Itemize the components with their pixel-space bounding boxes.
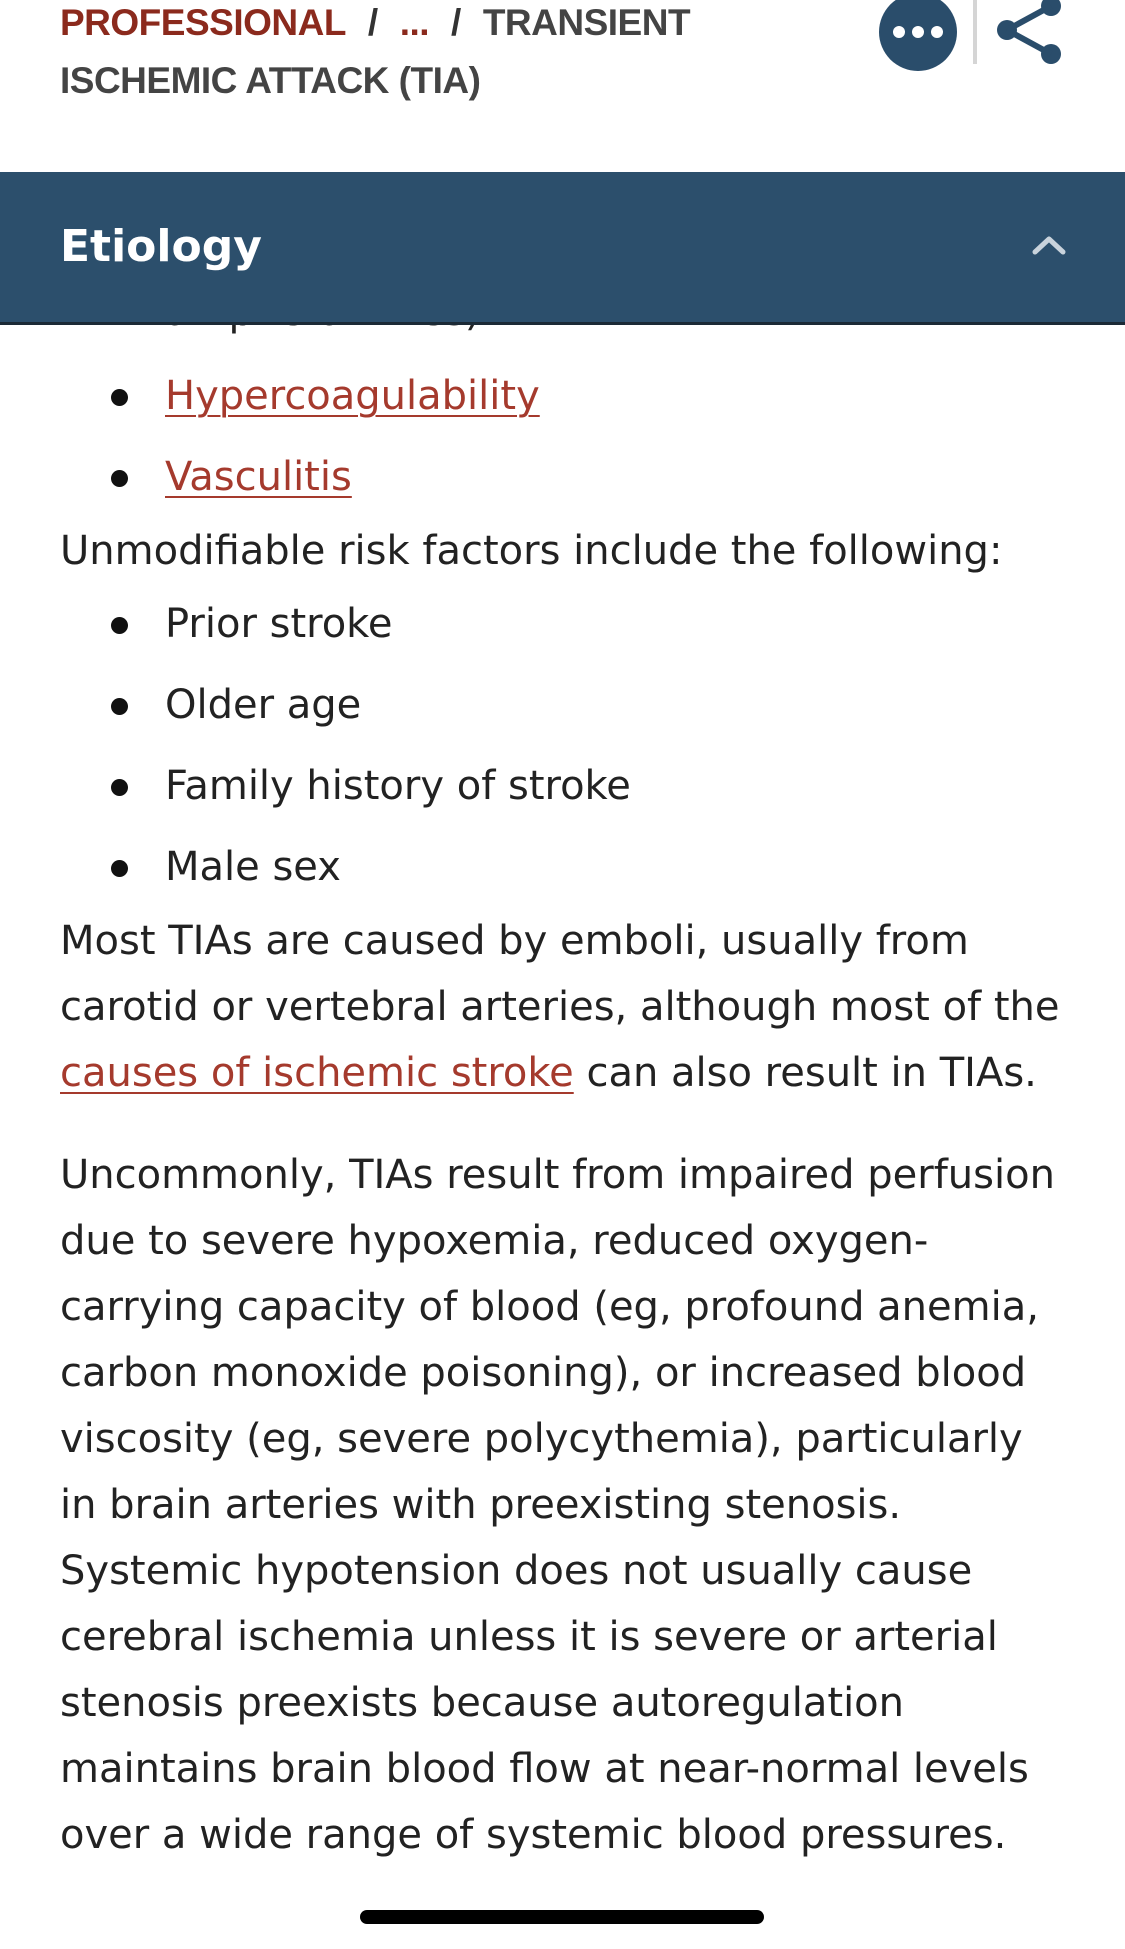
list-item-text: Family history of stroke bbox=[165, 763, 631, 809]
list-item bbox=[0, 356, 1125, 437]
share-icon bbox=[993, 0, 1065, 66]
unmodifiable-risk-list bbox=[0, 584, 1125, 908]
breadcrumb-professional-link[interactable]: PROFESSIONAL bbox=[60, 2, 346, 43]
chevron-up-icon[interactable] bbox=[1029, 230, 1069, 258]
breadcrumb-current-line1: TRANSIENT bbox=[482, 2, 691, 43]
unmodifiable-intro: Unmodifiable risk factors include the following: bbox=[60, 528, 1003, 574]
breadcrumb-separator: / bbox=[367, 2, 378, 43]
bullet bbox=[111, 779, 128, 796]
bullet bbox=[111, 698, 128, 715]
causes-of-ischemic-stroke-link[interactable]: causes of ischemic stroke bbox=[60, 1050, 574, 1096]
article-content bbox=[0, 290, 1125, 1868]
more-options-icon-dot bbox=[912, 26, 924, 38]
paragraph-impaired-perfusion: Uncommonly, TIAs result from impaired perfusion due to severe hypoxemia, reduced oxygen-carrying capacity of blood (eg, profound anemia, carbon monoxide poisoning), or increased blood viscosity (eg, severe polycythemia), particularly in brain arteries with preexisting stenosis. Systemic hypotension does not usually cause cerebral ischemia unless it is severe or arterial stenosis preexists because autoregulation maintains brain blood flow at near-normal levels over a wide range of systemic blood pressures. bbox=[60, 1152, 1055, 1858]
spacer bbox=[0, 1106, 1125, 1142]
header-divider bbox=[973, 0, 977, 64]
bullet bbox=[111, 389, 128, 406]
share-button[interactable] bbox=[993, 0, 1065, 66]
modifiable-risk-list bbox=[0, 356, 1125, 518]
paragraph-text: can also result in TIAs. bbox=[573, 1050, 1037, 1096]
paragraph-text: Most TIAs are caused by emboli, usually from carotid or vertebral arteries, although most of the bbox=[60, 918, 1060, 1030]
list-item-text: Older age bbox=[165, 682, 362, 728]
bullet bbox=[111, 470, 128, 487]
list-item bbox=[0, 437, 1125, 518]
paragraph-emboli bbox=[0, 908, 1125, 1106]
breadcrumb-separator: / bbox=[451, 2, 461, 43]
hypercoagulability-link[interactable]: Hypercoagulability bbox=[165, 373, 540, 419]
list-item bbox=[0, 746, 1125, 827]
bullet bbox=[111, 860, 128, 877]
more-options-button[interactable] bbox=[879, 0, 957, 71]
more-options-icon bbox=[893, 26, 905, 38]
more-options-icon-dot bbox=[931, 26, 943, 38]
top-header bbox=[0, 0, 1125, 172]
list-item bbox=[0, 584, 1125, 665]
list-item-text: Male sex bbox=[165, 844, 341, 890]
breadcrumb-current-line2: ISCHEMIC ATTACK (TIA) bbox=[60, 60, 481, 101]
section-header-etiology[interactable] bbox=[0, 172, 1125, 325]
bullet bbox=[111, 617, 128, 634]
vasculitis-link[interactable]: Vasculitis bbox=[165, 454, 352, 500]
list-item bbox=[0, 827, 1125, 908]
section-title: Etiology bbox=[60, 221, 262, 272]
list-item bbox=[0, 665, 1125, 746]
breadcrumb bbox=[60, 0, 760, 110]
header-actions bbox=[879, 0, 1065, 72]
home-indicator[interactable] bbox=[360, 1910, 764, 1924]
breadcrumb-ellipsis-link[interactable]: ... bbox=[399, 2, 430, 43]
list-item-text: Prior stroke bbox=[165, 601, 393, 647]
